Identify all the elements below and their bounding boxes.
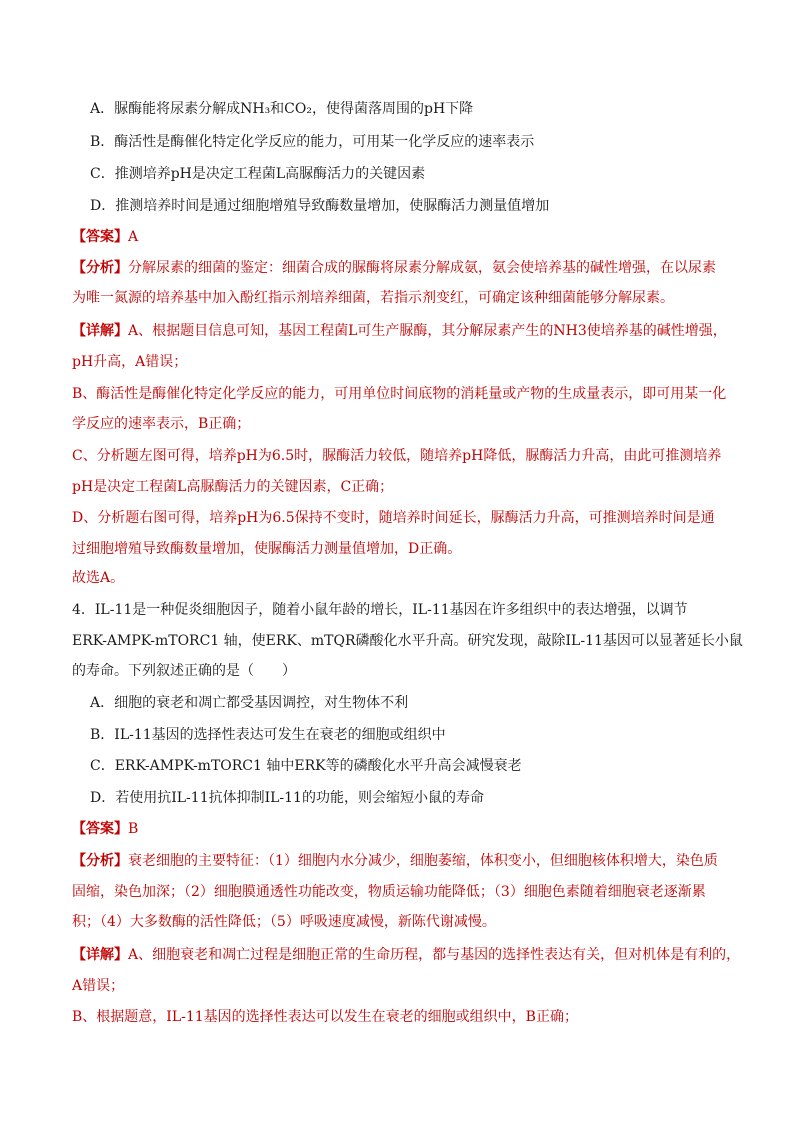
q4-option-c: C．ERK-AMPK-mTORC1 轴中ERK等的磷酸化水平升高会减慢衰老 — [90, 758, 522, 774]
q4-answer-tag: 【答案】 — [72, 821, 128, 837]
q3-detail-line-1 — [72, 321, 727, 341]
q4-detail-text-1: A、细胞衰老和凋亡过程是细胞正常的生命历程，都与基因的选择性表达有关，但对机体是有利的， — [128, 947, 741, 963]
q3-option-b: B．酶活性是酶催化特定化学反应的能力，可用某一化学反应的速率表示 — [90, 134, 535, 150]
q3-answer-tag: 【答案】 — [72, 229, 128, 245]
q3-analysis-line-1 — [72, 258, 716, 278]
q3-detail-text-1: A、根据题目信息可知，基因工程菌L可生产脲酶，其分解尿素产生的NH3使培养基的碱性增强， — [128, 323, 727, 339]
q4-analysis-line-2: 固缩，染色加深；（2）细胞膜通透性功能改变，物质运输功能降低；（3）细胞色素随着细胞衰老逐渐累 — [72, 884, 706, 900]
q4-analysis-tag: 【分析】 — [72, 853, 128, 869]
q3-detail-line-4: 学反应的速率表示，B正确； — [72, 416, 251, 432]
q3-analysis-line-2: 为唯一氮源的培养基中加入酚红指示剂培养细菌，若指示剂变红，可确定该种细菌能够分解尿素。 — [72, 290, 674, 306]
q4-analysis-line-1 — [72, 851, 718, 871]
q4-analysis-line-3: 积；（4）大多数酶的活性降低；（5）呼吸速度减慢，新陈代谢减慢。 — [72, 914, 496, 930]
q3-detail-line-2: pH升高，A错误； — [72, 354, 188, 370]
q3-detail-line-3: B、酶活性是酶催化特定化学反应的能力，可用单位时间底物的消耗量或产物的生成量表示，即可用某一化 — [72, 386, 727, 402]
q3-detail-tag: 【详解】 — [72, 323, 128, 339]
q3-detail-line-5: C、分析题左图可得，培养pH为6.5时，脲酶活力较低，随培养pH降低，脲酶活力升高，由此可推测培养 — [72, 448, 722, 464]
q3-detail-line-7: D、分析题右图可得，培养pH为6.5保持不变时，随培养时间延长，脲酶活力升高，可推测培养时间是通 — [72, 510, 715, 526]
q4-detail-line-1 — [72, 945, 740, 965]
q4-answer-value: B — [128, 821, 139, 837]
q4-detail-line-2: A错误； — [72, 978, 125, 994]
q4-stem-line-1: 4．IL-11是一种促炎细胞因子，随着小鼠年龄的增长，IL-11基因在许多组织中的表达增强，以调节 — [72, 602, 688, 618]
q4-option-a: A．细胞的衰老和凋亡都受基因调控，对生物体不利 — [90, 695, 409, 711]
q4-detail-line-3: B、根据题意，IL-11基因的选择性表达可以发生在衰老的细胞或组织中，B正确； — [72, 1009, 578, 1025]
q4-analysis-text-1: 衰老细胞的主要特征：（1）细胞内水分减少，细胞萎缩，体积变小，但细胞核体积增大，染色质 — [128, 853, 718, 869]
q3-detail-line-6: pH是决定工程菌L高脲酶活力的关键因素，C正确； — [72, 479, 394, 495]
q3-answer-value: A — [128, 229, 139, 245]
q3-option-a: A．脲酶能将尿素分解成NH₃和CO₂，使得菌落周围的pH下降 — [90, 101, 474, 117]
q3-detail-line-8: 过细胞增殖导致酶数量增加，使脲酶活力测量值增加，D正确。 — [72, 541, 462, 557]
q4-option-b: B．IL-11基因的选择性表达可发生在衰老的细胞或组织中 — [90, 727, 446, 743]
q3-conclusion: 故选A。 — [72, 570, 125, 586]
q3-answer — [72, 227, 138, 247]
q3-analysis-text-1: 分解尿素的细菌的鉴定：细菌合成的脲酶将尿素分解成氨，氨会使培养基的碱性增强，在以尿素 — [128, 260, 716, 276]
q4-answer — [72, 819, 138, 839]
q3-option-d: D．推测培养时间是通过细胞增殖导致酶数量增加，使脲酶活力测量值增加 — [90, 198, 550, 214]
q3-analysis-tag: 【分析】 — [72, 260, 128, 276]
q4-detail-tag: 【详解】 — [72, 947, 128, 963]
q4-stem-line-2: ERK-AMPK-mTORC1 轴，使ERK、mTQR磷酸化水平升高。研究发现，敲除IL-11基因可以显著延长小鼠 — [72, 633, 743, 649]
q3-option-c: C．推测培养pH是决定工程菌L高脲酶活力的关键因素 — [90, 166, 426, 182]
q4-option-d: D．若使用抗IL-11抗体抑制IL-11的功能，则会缩短小鼠的寿命 — [90, 790, 484, 806]
q4-stem-line-3: 的寿命。下列叙述正确的是（ ） — [72, 663, 296, 679]
